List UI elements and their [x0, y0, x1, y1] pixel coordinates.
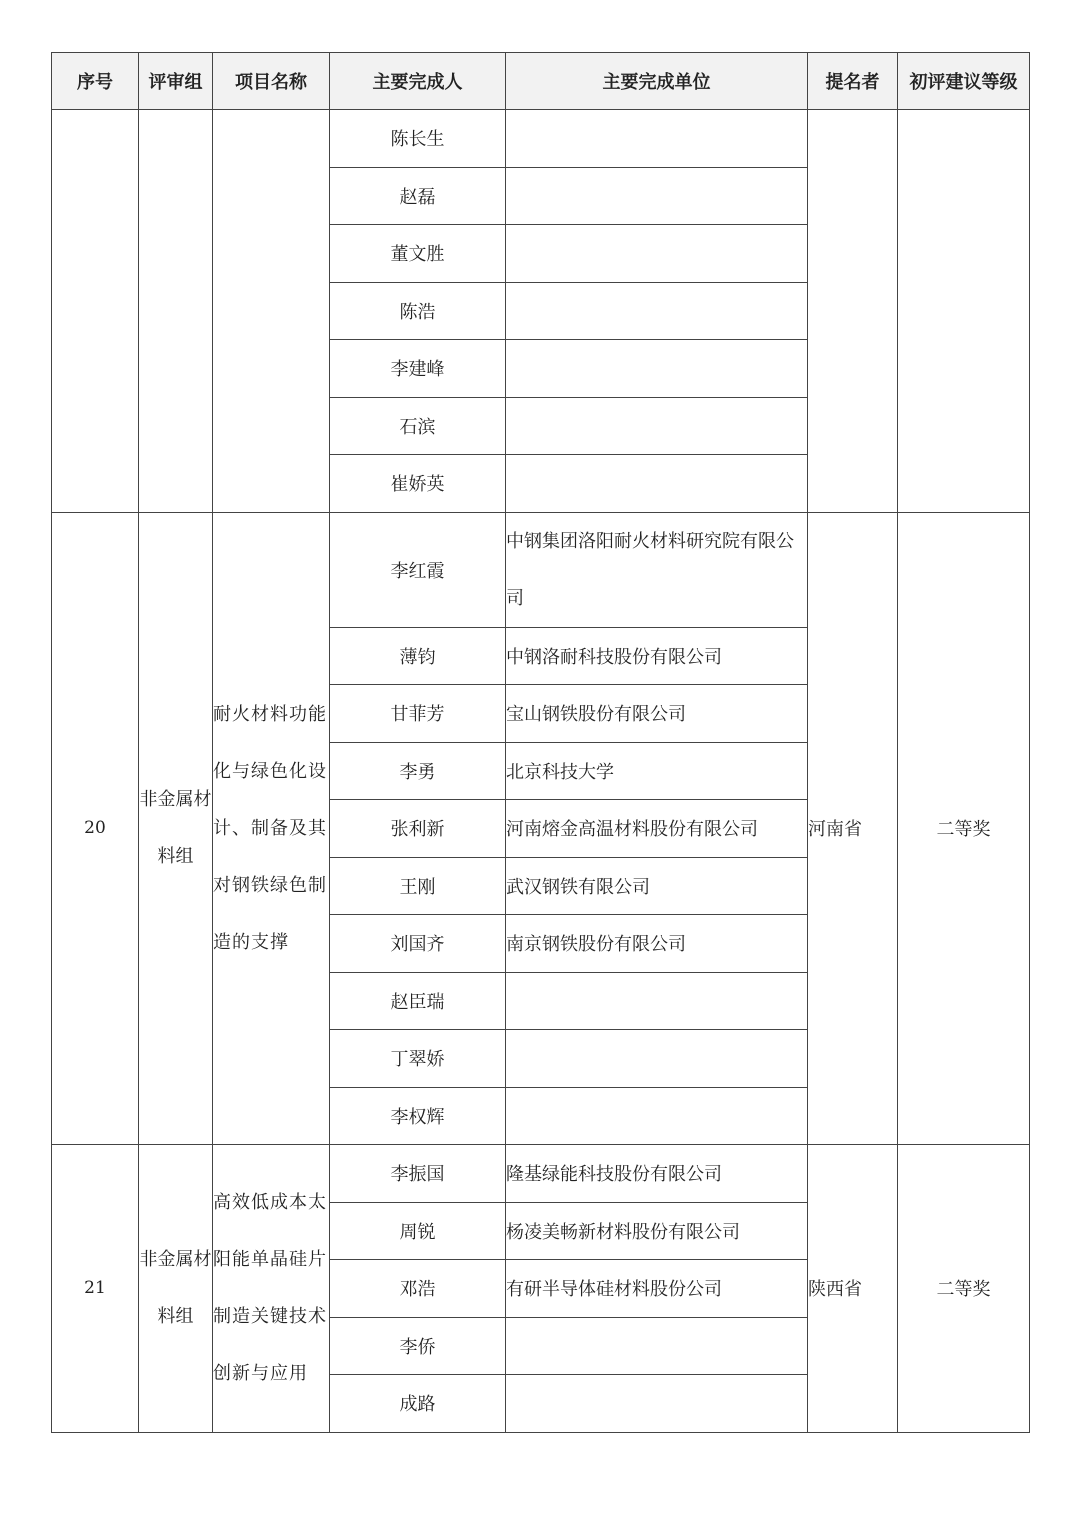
- group-cell: 非金属材料组: [139, 1145, 213, 1433]
- unit-cell: 隆基绿能科技股份有限公司: [506, 1145, 808, 1203]
- person-cell: 陈长生: [330, 110, 506, 168]
- person-cell: 王刚: [330, 857, 506, 915]
- unit-cell: [506, 397, 808, 455]
- unit-cell: 南京钢铁股份有限公司: [506, 915, 808, 973]
- group-cell: [139, 110, 213, 513]
- unit-cell: 中钢洛耐科技股份有限公司: [506, 627, 808, 685]
- no-cell: 20: [52, 512, 139, 1145]
- person-cell: 丁翠娇: [330, 1030, 506, 1088]
- table-row: [52, 1145, 1030, 1203]
- header-nominator: 提名者: [808, 53, 898, 110]
- table-row: [52, 110, 1030, 168]
- unit-cell: [506, 282, 808, 340]
- person-cell: 李建峰: [330, 340, 506, 398]
- nominator-cell: 河南省: [808, 512, 898, 1145]
- person-cell: 周锐: [330, 1202, 506, 1260]
- person-cell: 赵磊: [330, 167, 506, 225]
- unit-cell: 北京科技大学: [506, 742, 808, 800]
- person-cell: 薄钧: [330, 627, 506, 685]
- unit-cell: 武汉钢铁有限公司: [506, 857, 808, 915]
- person-cell: 刘国齐: [330, 915, 506, 973]
- header-project: 项目名称: [213, 53, 330, 110]
- award-table: [51, 52, 1030, 1433]
- person-cell: 李权辉: [330, 1087, 506, 1145]
- person-cell: 李勇: [330, 742, 506, 800]
- unit-cell: 杨凌美畅新材料股份有限公司: [506, 1202, 808, 1260]
- person-cell: 董文胜: [330, 225, 506, 283]
- unit-cell: 宝山钢铁股份有限公司: [506, 685, 808, 743]
- person-cell: 成路: [330, 1375, 506, 1433]
- no-cell: 21: [52, 1145, 139, 1433]
- unit-cell: [506, 1375, 808, 1433]
- unit-cell: 有研半导体硅材料股份公司: [506, 1260, 808, 1318]
- unit-cell: [506, 110, 808, 168]
- table-row: [52, 512, 1030, 627]
- person-cell: 邓浩: [330, 1260, 506, 1318]
- person-cell: 赵臣瑞: [330, 972, 506, 1030]
- level-cell: 二等奖: [898, 512, 1030, 1145]
- person-cell: 石滨: [330, 397, 506, 455]
- person-cell: 李红霞: [330, 512, 506, 627]
- header-row: [52, 53, 1030, 110]
- group-cell: 非金属材料组: [139, 512, 213, 1145]
- header-persons: 主要完成人: [330, 53, 506, 110]
- header-group: 评审组: [139, 53, 213, 110]
- no-cell: [52, 110, 139, 513]
- level-cell: 二等奖: [898, 1145, 1030, 1433]
- unit-cell: 河南熔金高温材料股份有限公司: [506, 800, 808, 858]
- unit-cell: [506, 1087, 808, 1145]
- project-cell: [213, 110, 330, 513]
- nominator-cell: [808, 110, 898, 513]
- unit-cell: [506, 225, 808, 283]
- person-cell: 崔娇英: [330, 455, 506, 513]
- nominator-cell: 陕西省: [808, 1145, 898, 1433]
- header-no: 序号: [52, 53, 139, 110]
- unit-cell: [506, 972, 808, 1030]
- unit-cell: [506, 1317, 808, 1375]
- person-cell: 李侨: [330, 1317, 506, 1375]
- unit-cell: [506, 167, 808, 225]
- project-cell: 耐火材料功能化与绿色化设计、制备及其对钢铁绿色制造的支撑: [213, 512, 330, 1145]
- project-cell: 高效低成本太阳能单晶硅片制造关键技术创新与应用: [213, 1145, 330, 1433]
- unit-cell: [506, 340, 808, 398]
- person-cell: 李振国: [330, 1145, 506, 1203]
- level-cell: [898, 110, 1030, 513]
- person-cell: 张利新: [330, 800, 506, 858]
- person-cell: 陈浩: [330, 282, 506, 340]
- header-units: 主要完成单位: [506, 53, 808, 110]
- unit-cell: [506, 1030, 808, 1088]
- unit-cell: [506, 512, 808, 627]
- unit-cell: [506, 455, 808, 513]
- header-level: 初评建议等级: [898, 53, 1030, 110]
- unit-text: 中钢集团洛阳耐火材料研究院有限公司: [506, 530, 794, 609]
- person-cell: 甘菲芳: [330, 685, 506, 743]
